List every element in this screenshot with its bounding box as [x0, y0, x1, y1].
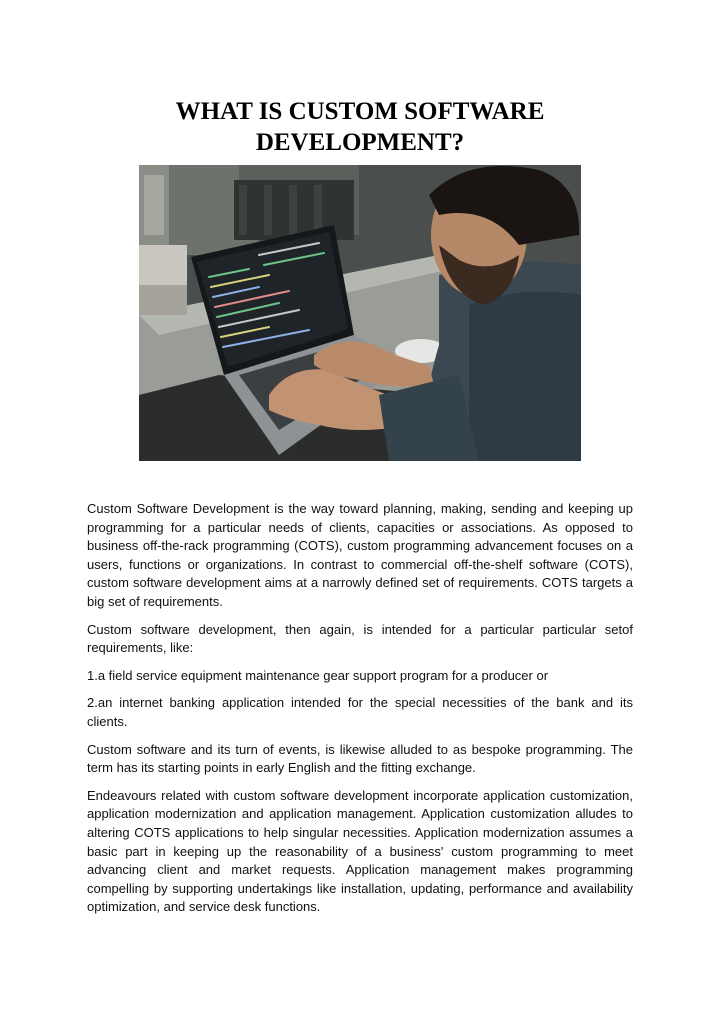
paragraph-bespoke: Custom software and its turn of events, is likewise alluded to as bespoke programming. The term has its starting points in early English and the fitting exchange.: [87, 741, 633, 776]
paragraph-intro: Custom Software Development is the way toward planning, making, sending and keeping up programming for a particular needs of clients, capacities or associations. As opposed to business off-the-rack programming (COTS), custom programming advancement focuses on a users, functions or organizations. In contrast to commercial off-the-shelf software (COTS), custom software development aims at a narrowly defined set of requirements. COTS targets a big set of requirements.: [87, 501, 633, 609]
page-title-line-1: WHAT IS CUSTOM SOFTWARE: [175, 98, 545, 125]
page-title: [100, 96, 620, 158]
paragraph-custom-dev: Custom software development, then again, is intended for a particular particular setof requirements, like:: [87, 621, 633, 656]
laptop-photo: [139, 165, 581, 461]
list-item-1: 1.a field service equipment maintenance gear support program for a producer or: [87, 667, 549, 683]
person-typing-on-laptop-icon: [139, 165, 581, 461]
paragraph-endeavours: Endeavours related with custom software development incorporate application customization, application modernization and application management. Application customization alludes to altering COTS applications to help singular necessities. Application modernization assumes a basic part in keeping up the reasonability of a business' custom programming to meet advancing client and market requests. Application management makes programming compelling by supporting undertakings like installation, updating, performance and availability optimization, and service desk functions.: [87, 787, 633, 915]
list-item-2: 2.an internet banking application intended for the special necessities of the bank and its clients.: [87, 695, 633, 729]
article-body: [87, 500, 633, 926]
page-title-line-2: DEVELOPMENT?: [255, 129, 465, 156]
